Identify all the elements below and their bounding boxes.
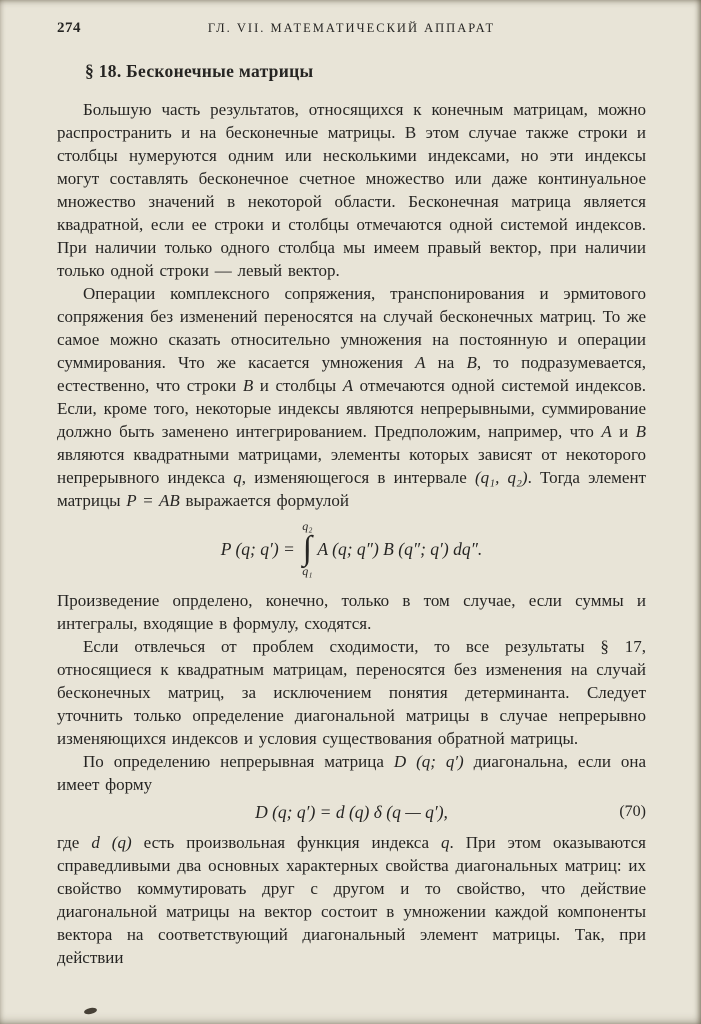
integral-sign: ∫ <box>302 530 312 568</box>
paragraph-intro <box>57 98 646 282</box>
formula-integrand: A (q; q″) B (q″; q′) dq″. <box>317 538 483 559</box>
formula-diagonal-row <box>57 802 646 823</box>
inline-math: B <box>466 353 477 372</box>
text-segment: диагональна, если она имеет форму <box>57 751 646 794</box>
text-segment: . Тогда элемент матрицы <box>57 468 646 510</box>
inline-math: A <box>601 422 612 441</box>
text-segment: . При этом оказываются справедливыми два основных характерных свойства диагональных матриц: их свойство коммутировать друг с другом и то свойство, что действие диагональной матрицы на вектор состоит в умножении каждой компоненты вектора на соответствующий диагональный элемент матрицы. Так, при действии <box>57 832 647 967</box>
text-segment: выражается формулой <box>179 491 349 510</box>
inline-math: D (q; q′) <box>393 751 464 771</box>
text-segment: , изменяющегося в интервале <box>241 468 475 487</box>
inline-math: q <box>441 832 450 852</box>
formula-matrix-product <box>57 520 646 579</box>
running-title: ГЛ. VII. МАТЕМАТИЧЕСКИЙ АППАРАТ <box>207 21 496 35</box>
section-title: § 18. Бесконечные матрицы <box>85 61 314 81</box>
text-segment: на <box>425 353 467 372</box>
text-segment: Произведение опрделено, конечно, только в том случае, если суммы и интегралы, входящие в формулу, сходятся. <box>57 590 646 633</box>
paragraph-diagonal-properties <box>57 831 646 969</box>
scan-artifact <box>84 1007 98 1016</box>
equation-number: (70) <box>619 803 646 821</box>
paragraph-operations <box>57 282 646 512</box>
formula-lhs: P (q; q′) = <box>220 538 300 559</box>
text-segment: Операции комплексного сопряжения, транспонирования и эрмитового сопряжения без изменений переносятся на случай бесконечных матриц. То же самое можно сказать относительно умножения на постоянную и операции суммирования. Что же касается умножения <box>57 284 646 372</box>
text-segment: и столбцы <box>253 376 343 395</box>
inline-math: P = AB <box>126 491 180 510</box>
inline-math: q <box>233 468 242 487</box>
integral-upper-limit: q₂ <box>302 519 313 533</box>
inline-math: A <box>415 353 426 372</box>
inline-math: B <box>242 376 254 395</box>
running-header <box>57 20 646 37</box>
paragraph-diagonal-definition <box>57 750 646 796</box>
text-segment: являются квадратными матрицами, элементы которых зависят от некоторого непрерывного индекса <box>57 445 646 487</box>
inline-math: d (q) <box>91 832 132 852</box>
text-segment: где <box>57 832 92 852</box>
text-segment: По определению непрерывная матрица <box>83 751 394 771</box>
paragraph-convergence <box>57 589 646 635</box>
inline-math: (q₁, q₂) <box>475 468 528 487</box>
text-segment: Если отвлечься от проблем сходимости, то все результаты § 17, относящиеся к квадратным матрицам, переносятся без изменения на случай бесконечных матриц, за исключением понятия детерминанта. Следует уточнить только определение диагональной матрицы в случае непрерывно изменяющихся индексов и условия существования обратной матрицы. <box>57 636 646 748</box>
text-segment: есть произвольная функция индекса <box>131 832 441 852</box>
text-segment: отмечаются одной системой индексов. Если, кроме того, некоторые индексы являются непрерывными, суммирование должно быть заменено интегрированием. Предположим, например, что <box>57 376 646 441</box>
inline-math: A <box>342 376 354 395</box>
paragraph-results-transfer <box>57 635 646 750</box>
inline-math: B <box>635 422 646 441</box>
text-segment: и <box>611 422 636 441</box>
integral-block <box>302 520 312 579</box>
text-segment: Большую часть результатов, относящихся к конечным матрицам, можно распространить и на бесконечные матрицы. В этом случае также строки и столбцы нумеруются одним или несколькими индексами, но эти индексы могут составлять бесконечное счетное множество или даже континуальное множество значений в некоторой области. Бесконечная матрица является квадратной, если ее строки и столбцы отмечаются одной системой индексов. При наличии только одного столбца мы имеем правый вектор, при наличии только одной строки — левый вектор. <box>57 100 646 280</box>
integral-lower-limit: q₁ <box>302 564 313 579</box>
formula-diagonal: D (q; q′) = d (q) δ (q — q′), <box>255 801 448 822</box>
page-number: 274 <box>57 20 81 36</box>
text-segment: , то подразумевается, естественно, что строки <box>57 353 646 395</box>
